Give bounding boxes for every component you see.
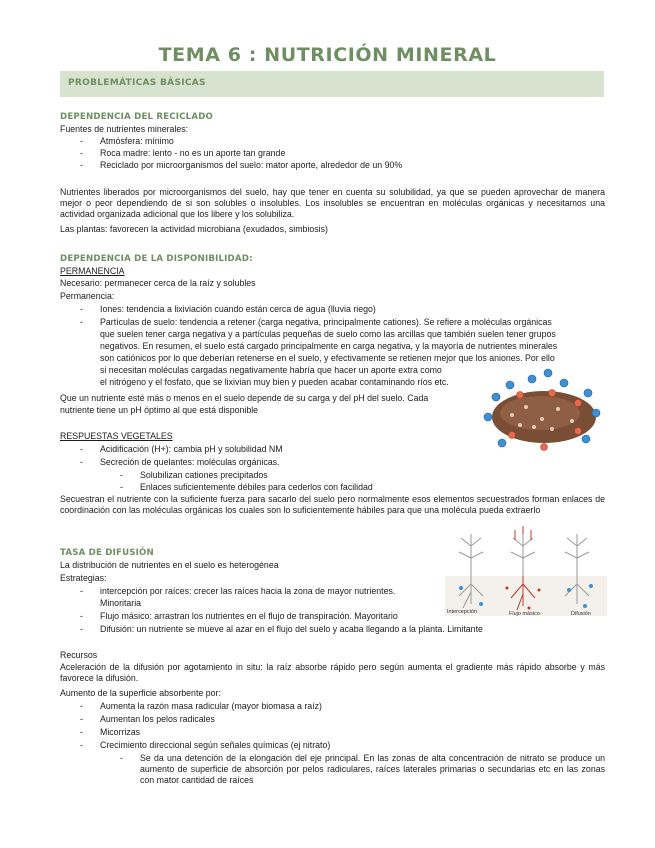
subheading-permanencia: PERMANENCIA [60,266,125,276]
list-item: Aumenta la razón masa radicular (mayor biomasa a raíz) [100,701,322,711]
fuentes-intro: Fuentes de nutrientes minerales: [60,124,189,134]
list-item: Atmósfera: mínimo [100,136,174,146]
list-item-iones: Iones: tendencia a lixiviación cuando están cerca de agua (lluvia riego) [100,304,376,314]
bullet-dash: - [80,611,83,621]
bullet-dash: - [80,586,83,596]
bullet-dash: - [80,701,83,711]
bullet-dash: - [120,753,123,763]
root-strategies-illustration [445,524,607,616]
bullet-dash: - [80,727,83,737]
list-item: Flujo másico: arrastran los nutrientes en el flujo de transpiración. Mayoritario [100,611,398,621]
bullet-dash: - [80,457,83,467]
bullet-dash: - [80,714,83,724]
soil-particle-illustration [482,367,607,455]
paragraph-aceleracion: Aceleración de la difusión por agotamiento in situ: la raíz absorbe rápido pero según aumenta el gradiente más rápido absorbe y más favorece la difusión. [60,662,605,683]
section-band [60,71,604,97]
paragraph-plantas: Las plantas: favorecen la actividad microbiana (exudados, simbiosis) [60,224,328,234]
text-line: negativos. En resumen, el suelo está cargado principalmente en carga negativa, y la mayoría de nutrientes minerales [100,341,558,351]
text-line: nutriente tiene un pH óptimo al que está disponible [60,405,259,415]
bullet-dash: - [80,160,83,170]
aumento-label: Aumento de la superficie absorbente por: [60,688,221,698]
bullet-dash: - [120,470,123,480]
text-line: el nitrógeno y el fosfato, que se lixivian muy bien y pueden acabar contaminando ríos etc. [100,377,449,387]
bullet-dash: - [80,317,83,327]
heading-difusion: TASA DE DIFUSIÓN [60,548,154,558]
heading-disponibilidad: DEPENDENCIA DE LA DISPONIBILIDAD: [60,254,253,264]
list-item: Aumentan los pelos radicales [100,714,215,724]
bullet-dash: - [80,136,83,146]
list-item: Acidificación (H+): cambia pH y solubilidad NM [100,444,283,454]
page-title: TEMA 6 : NUTRICIÓN MINERAL [158,44,497,66]
bullet-dash: - [80,148,83,158]
list-item-cont: Minoritaria [100,598,142,608]
bullet-dash: - [120,482,123,492]
bullet-dash: - [80,444,83,454]
list-item: intercepción por raíces: crecer las raíces hacia la zona de mayor nutrientes. [100,586,396,596]
estrategias-label: Estrategias: [60,573,107,583]
list-item: Micorrizas [100,727,141,737]
text-line: Que un nutriente esté más o menos en el suelo depende de su carga y del pH del suelo. Cada [60,393,429,403]
paragraph-quelantes: Secuestran el nutriente con la suficiente fuerza para sacarlo del suelo pero normalmente esos elementos secuestrados forman enlaces de coordinación con las moléculas orgánicas los cuales son lo suficientemente hábiles para que una molécula pueda extraerlo [60,494,605,515]
bullet-dash: - [80,304,83,314]
distribucion-line: La distribución de nutrientes en el suelo es heterogénea [60,560,279,570]
bullet-dash: - [80,624,83,634]
list-item: Roca madre: lento - no es un aporte tan grande [100,148,286,158]
text-line: Partículas de suelo: tendencia a retener (carga negativa, principalmente cationes). Se refiere a moléculas orgánicas [100,317,552,327]
list-item: Secreción de quelantes: moléculas orgánicas. [100,457,280,467]
bullet-dash: - [80,740,83,750]
text-line: son catiónicos por lo que deberían retenerse en el suelo, y efectivamente se retienen mejor que los aniones. Por ello [100,353,555,363]
recursos-label: Recursos [60,650,98,660]
permanencia-label: Permanencia: [60,291,115,301]
text-line: que suelen tener carga negativa y a partículas pequeñas de suelo como las arcillas que también suelen tener grupos [100,329,556,339]
subheading-respuestas: RESPUESTAS VEGETALES [60,431,173,441]
sub-list-item: Enlaces suficientemente débiles para cederlos con facilidad [140,482,373,492]
paragraph-nutrientes: Nutrientes liberados por microorganismos del suelo, hay que tener en cuenta su solubilidad, ya que se pueden aprovechar de manera mejor o peor dependiendo de si son solubles o insolubles. Los insolubles se encuentran en moléculas orgánicas y necesitamos una actividad organizada adicional que los libere y los solubiliza. [60,187,605,219]
heading-reciclado: DEPENDENCIA DEL RECICLADO [60,112,214,122]
fig-label-flujo: Flujo másico [509,611,540,616]
sub-list-item: Solubilizan cationes precipitados [140,470,268,480]
list-item: Reciclado por microorganismos del suelo: mator aporte, alrededor de un 90% [100,160,403,170]
fig-label-intercepcion: Intercepción [447,609,477,615]
list-item: Crecimiento direccional según señales químicas (ej nitrato) [100,740,331,750]
section-band-label: PROBLEMÁTICAS BÁSICAS [68,78,206,88]
sub-list-item-detencion: Se da una detención de la elongación del eje principal. En las zonas de alta concentración de nitrato se produce un aumento de superficie de absorción por pelos radiculares, raíces laterales primarias o secundarias etc en las zonas con mator cantidad de raíces [140,753,605,785]
necesario-line: Necesario: permanecer cerca de la raíz y solubles [60,278,256,288]
fig-label-difusion: Difusión [571,611,591,616]
text-line: si necesitan moléculas cargadas negativamente habría que hacer un aporte extra como [100,365,442,375]
list-item: Difusión: un nutriente se mueve al azar en el flujo del suelo y acaba llegando a la planta. Limitante [100,624,483,634]
